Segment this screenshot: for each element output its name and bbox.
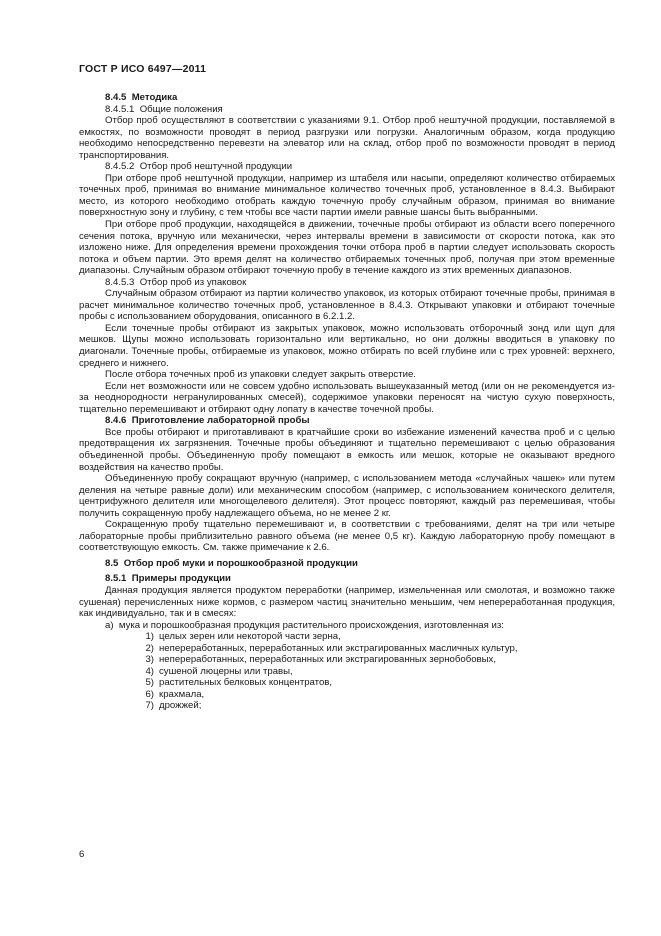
section-number: 8.4.5.2 (105, 161, 135, 173)
heading-8-4-6 (79, 415, 615, 427)
section-title: Приготовление лабораторной пробы (131, 415, 310, 427)
section-title: Примеры продукции (131, 573, 231, 585)
sublist-text: дрожжей; (159, 700, 202, 712)
sublist-item (79, 700, 615, 712)
document-header: ГОСТ Р ИСО 6497—2011 (79, 63, 207, 75)
section-title: Методика (131, 92, 178, 103)
paragraph: Если точечные пробы отбирают из закрытых упаковок, можно использовать отборочный зонд или щуп для мешков. Щупы можно использовать горизонтально или вертикально, но они должны вводиться в упаковку по диагонали. Точечные пробы, отбираемые из упаковок, можно отбирать по всей глубине или с трех уровней: верхнего, среднего и нижнего. (79, 322, 615, 369)
paragraph: При отборе проб продукции, находящейся в движении, точечные пробы отбирают из области всего поперечного сечения потока, вручную или механически, через интервалы времени в зависимости от скорости потока, как это изложено ниже. Для определения времени прохождения точки отбора проб в партии следует использовать скорость потока и объем партии. Это время делят на количество отбираемых точечных проб, получая при этом временные диапазоны. Случайным образом отбирают точечную пробу в течение каждого из этих временных диапазонов. (79, 219, 615, 277)
list-item-text: мука и порошкообразная продукция растительного происхождения, изготовленная из: (118, 619, 504, 631)
sublist-marker: 2) (145, 642, 154, 654)
list-item-a (79, 620, 615, 632)
section-title: Отбор проб нештучной продукции (139, 161, 293, 173)
section-title: Отбор проб муки и порошкообразной продукции (123, 557, 358, 569)
sublist-text: целых зерен или некоторой части зерна, (159, 631, 341, 643)
paragraph: После отбора точечных проб из упаковки следует закрыть отверстие. (105, 369, 416, 381)
paragraph: Данная продукция является продуктом переработки (например, измельченная или смолотая, и возможно также сушеная) перечисленных ниже кормов, с размером частиц значительно меньшим, чем непереработанная продукция, как индивидуально, так и в смесях: (79, 584, 615, 620)
sublist-marker: 7) (145, 700, 154, 712)
sublist-marker: 1) (145, 631, 154, 643)
section-title: Общие положения (139, 103, 223, 115)
paragraph: Случайным образом отбирают из партии количество упаковок, из которых отбирают точечные пробы, принимая в расчет минимальное количество точечных проб, установленное в 8.4.3. Открывают упаковки и отбирают точечные пробы с использованием оборудования, описанного в 6.2.1.2. (79, 288, 615, 323)
sublist-text: сушеной люцерны или травы, (159, 665, 293, 677)
sublist-item (79, 654, 615, 666)
section-number: 8.5.1 (105, 573, 127, 585)
section-number: 8.4.5.3 (105, 276, 135, 288)
sublist-text: крахмала, (159, 688, 205, 700)
paragraph: Если нет возможности или не совсем удобно использовать вышеуказанный метод (или он не рекомендуется из-за неоднородности негранулированных смесей), содержимое упаковки переносят на чистую сухую поверхность, тщательно перемешивают и отбирают одну лопату в качестве точечной пробы. (79, 380, 615, 415)
sublist-text: непереработанных, переработанных или экстрагированных масличных культур, (159, 642, 518, 654)
sublist-marker: 4) (145, 665, 154, 677)
sublist-marker: 3) (145, 654, 154, 666)
section-number: 8.4.5.1 (105, 103, 135, 115)
heading-8-4-5 (79, 92, 615, 104)
page-body (79, 92, 615, 712)
sublist-marker: 5) (145, 677, 154, 689)
sublist-text: непереработанных, переработанных или экстрагированных зернобобовых, (159, 654, 496, 666)
paragraph: Объединенную пробу сокращают вручную (например, с использованием метода «случайных чашек» или путем деления на четыре равные доли) или механическим способом (например, с использованием конического делителя, центрифужного делителя или многощелевого делителя). Этот процесс повторяют, каждый раз перемешивая, чтобы получить сокращенную пробу надлежащего объема, но не менее 2 кг. (79, 473, 615, 519)
paragraph: Отбор проб осуществляют в соответствии с указаниями 9.1. Отбор проб нештучной продукции, поставляемой в емкостях, по возможности проводят в период разгрузки или погрузки. Аналогичным образом, когда продукцию необходимо непосредственно перевезти на элеватор или на склад, отбор проб по возможности проводят в период транспортирования. (79, 115, 615, 161)
paragraph: При отборе проб нештучной продукции, например из штабеля или насыпи, определяют количество отбираемых точечных проб, принимая во внимание минимальное количество точечных проб, установленное в 8.4.3. Выбирают место, из которого необходимо отобрать каждую точечную пробу случайным образом, принимая во внимание поверхностную зону и глубину, с тем чтобы все части партии имели равные шансы быть выбранными. (79, 172, 615, 219)
section-number: 8.4.5 (105, 92, 127, 103)
paragraph: Сокращенную пробу тщательно перемешивают и, в соответствии с требованиями, делят на три или четыре лабораторные пробы приблизительно равного объема (не менее 0,5 кг). Каждую лабораторную пробу помещают в соответствующую емкость. См. также примечание к 2.6. (79, 519, 615, 554)
sublist-item (79, 666, 615, 678)
heading-8-5-1 (79, 573, 615, 585)
page-number: 6 (79, 849, 85, 860)
section-number: 8.4.6 (105, 415, 127, 427)
paragraph: Все пробы отбирают и приготавливают в кратчайшие сроки во избежание изменений качества проб и с целью предотвращения их загрязнения. Точечные пробы объединяют и тщательно перемешивают с целью образования объединенной пробы. Объединенную пробу помещают в емкость или мешок, которые не оказывают вредного воздействия на качество пробы. (79, 426, 615, 473)
list-marker: а) (105, 619, 114, 631)
section-number: 8.5 (105, 557, 119, 569)
sublist-item (79, 677, 615, 689)
sublist-item (79, 689, 615, 701)
section-title: Отбор проб из упаковок (139, 276, 247, 288)
heading-8-4-5-2 (79, 161, 615, 173)
heading-8-4-5-3 (79, 277, 615, 289)
heading-8-4-5-1 (79, 104, 615, 116)
heading-8-5 (79, 558, 615, 570)
sublist-text: растительных белковых концентратов, (159, 677, 333, 689)
sublist (79, 631, 615, 712)
sublist-item (79, 631, 615, 643)
sublist-item (79, 643, 615, 655)
sublist-marker: 6) (145, 688, 154, 700)
